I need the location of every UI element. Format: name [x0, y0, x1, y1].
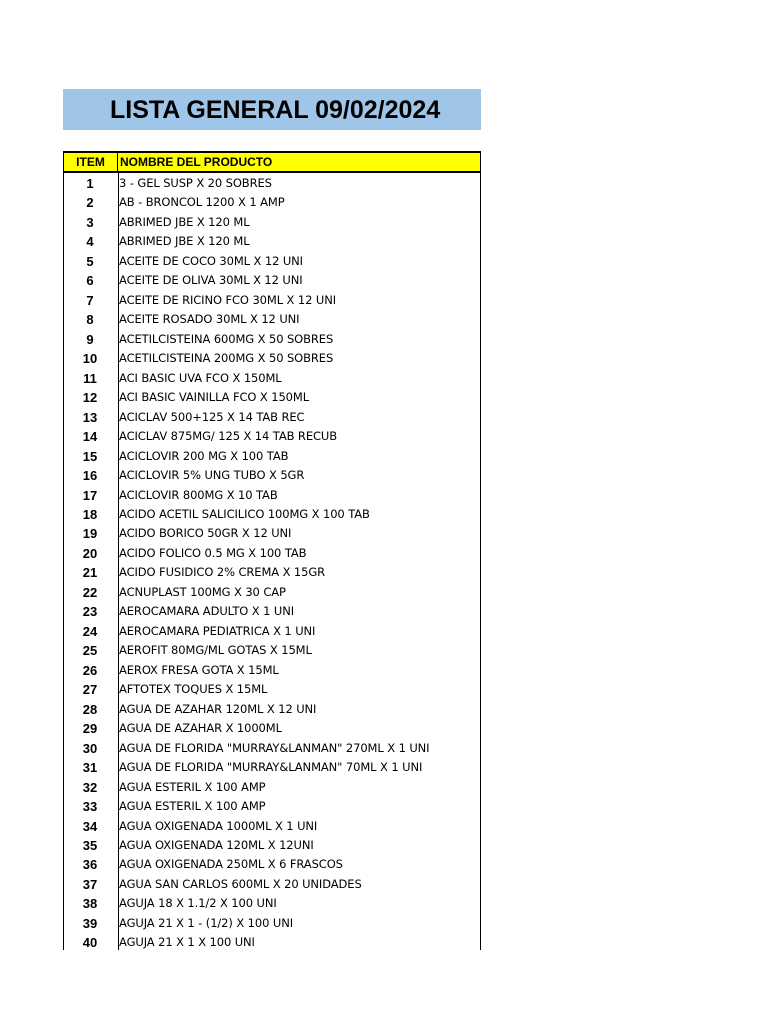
product-name: AFTOTEX TOQUES X 15ML — [119, 682, 268, 697]
product-name: AEROFIT 80MG/ML GOTAS X 15ML — [119, 643, 312, 658]
product-name: AGUA OXIGENADA 250ML X 6 FRASCOS — [119, 857, 343, 872]
product-name: ACICLOVIR 800MG X 10 TAB — [119, 487, 278, 502]
item-number: 5 — [86, 253, 94, 269]
table-row — [63, 622, 481, 642]
item-number: 24 — [82, 623, 98, 639]
table-row — [63, 914, 481, 934]
product-name: ACEITE DE OLIVA 30ML X 12 UNI — [119, 273, 303, 288]
product-name: ACEITE DE COCO 30ML X 12 UNI — [119, 253, 303, 268]
item-number: 23 — [82, 604, 98, 620]
item-number: 14 — [82, 429, 98, 445]
table-row — [63, 369, 481, 389]
product-name: ABRIMED JBE X 120 ML — [119, 214, 250, 229]
product-name: ACIDO FUSIDICO 2% CREMA X 15GR — [119, 565, 326, 580]
table-row — [63, 330, 481, 350]
product-name: AGUA OXIGENADA 1000ML X 1 UNI — [119, 818, 318, 833]
item-number: 19 — [82, 526, 98, 542]
item-number: 37 — [82, 876, 98, 892]
table-row — [63, 894, 481, 914]
product-name: ACETILCISTEINA 600MG X 50 SOBRES — [119, 331, 334, 346]
product-name: ACNUPLAST 100MG X 30 CAP — [119, 584, 286, 599]
table-row — [63, 486, 481, 506]
product-name: ACICLOVIR 200 MG X 100 TAB — [119, 448, 289, 463]
item-number: 29 — [82, 721, 98, 737]
product-name: AEROCAMARA ADULTO X 1 UNI — [119, 604, 295, 619]
table-row — [63, 778, 481, 798]
table-row — [63, 855, 481, 875]
table-row — [63, 544, 481, 564]
table-row — [63, 349, 481, 369]
column-header-name: NOMBRE DEL PRODUCTO — [120, 155, 273, 169]
product-name: AGUJA 18 X 1.1/2 X 100 UNI — [119, 896, 277, 911]
table-row — [63, 739, 481, 759]
item-number: 7 — [86, 292, 94, 308]
table-row — [63, 641, 481, 661]
table-row — [63, 271, 481, 291]
table-row — [63, 427, 481, 447]
table-row — [63, 232, 481, 252]
product-name: ABRIMED JBE X 120 ML — [119, 234, 250, 249]
product-name: ACICLAV 875MG/ 125 X 14 TAB RECUB — [119, 429, 338, 444]
table-row — [63, 213, 481, 233]
product-name: AGUJA 21 X 1 - (1/2) X 100 UNI — [119, 915, 293, 930]
product-name: AGUA OXIGENADA 120ML X 12UNI — [119, 837, 314, 852]
page-title: LISTA GENERAL 09/02/2024 — [110, 96, 441, 124]
item-number: 4 — [86, 234, 94, 250]
item-number: 2 — [86, 195, 94, 211]
table-row — [63, 291, 481, 311]
item-number: 31 — [82, 760, 98, 776]
table-row — [63, 836, 481, 856]
product-name: ACETILCISTEINA 200MG X 50 SOBRES — [119, 351, 334, 366]
item-number: 15 — [82, 448, 98, 464]
item-number: 9 — [86, 331, 94, 347]
table-row — [63, 797, 481, 817]
product-name: ACICLAV 500+125 X 14 TAB REC — [119, 409, 305, 424]
table-row — [63, 602, 481, 622]
table-row — [63, 524, 481, 544]
product-name: ACIDO ACETIL SALICILICO 100MG X 100 TAB — [119, 506, 370, 521]
item-number: 16 — [82, 468, 98, 484]
item-number: 30 — [82, 740, 98, 756]
product-name: ACICLOVIR 5% UNG TUBO X 5GR — [119, 468, 305, 483]
product-name: AGUA ESTERIL X 100 AMP — [119, 779, 266, 794]
item-number: 39 — [82, 915, 98, 931]
product-name: AGUA SAN CARLOS 600ML X 20 UNIDADES — [119, 876, 362, 891]
item-number: 25 — [82, 643, 98, 659]
item-number: 21 — [82, 565, 98, 581]
product-name: ACIDO BORICO 50GR X 12 UNI — [119, 526, 292, 541]
item-number: 20 — [82, 545, 98, 561]
product-name: AEROCAMARA PEDIATRICA X 1 UNI — [119, 623, 316, 638]
table-row — [63, 310, 481, 330]
table-row — [63, 700, 481, 720]
item-number: 32 — [82, 779, 98, 795]
item-number: 17 — [82, 487, 98, 503]
item-number: 8 — [86, 312, 94, 328]
table-row — [63, 252, 481, 272]
item-number: 3 — [86, 214, 94, 230]
table-row — [63, 447, 481, 467]
item-number: 40 — [82, 935, 98, 951]
table-row — [63, 933, 481, 953]
table-row — [63, 466, 481, 486]
product-name: AGUA DE AZAHAR X 1000ML — [119, 721, 282, 736]
item-number: 18 — [82, 506, 98, 522]
product-name: AGUA DE FLORIDA "MURRAY&LANMAN" 270ML X 1 UNI — [119, 740, 430, 755]
product-name: 3 - GEL SUSP X 20 SOBRES — [119, 176, 272, 190]
item-number: 33 — [82, 799, 98, 815]
product-name: ACEITE ROSADO 30ML X 12 UNI — [119, 312, 300, 327]
item-number: 1 — [86, 176, 94, 191]
item-number: 34 — [82, 818, 98, 834]
table-row — [63, 758, 481, 778]
table-row — [63, 680, 481, 700]
product-name: AGUA DE FLORIDA "MURRAY&LANMAN" 70ML X 1 UNI — [119, 760, 423, 775]
item-number: 10 — [82, 351, 98, 367]
item-number: 6 — [86, 273, 94, 289]
item-number: 13 — [82, 409, 98, 425]
item-number: 35 — [82, 837, 98, 853]
product-name: AEROX FRESA GOTA X 15ML — [119, 662, 279, 677]
table-row — [63, 388, 481, 408]
table-row — [63, 408, 481, 428]
table-row — [63, 875, 481, 895]
item-number: 38 — [82, 896, 98, 912]
product-name: ACIDO FOLICO 0.5 MG X 100 TAB — [119, 545, 307, 560]
table-row — [63, 817, 481, 837]
item-number: 11 — [83, 370, 97, 386]
product-name: AGUA DE AZAHAR 120ML X 12 UNI — [119, 701, 317, 716]
item-number: 26 — [82, 662, 98, 678]
product-name: AGUJA 21 X 1 X 100 UNI — [119, 935, 255, 950]
item-number: 12 — [82, 390, 98, 406]
product-name: ACI BASIC VAINILLA FCO X 150ML — [119, 390, 310, 405]
table-row — [63, 719, 481, 739]
item-number: 22 — [82, 584, 98, 600]
table-row — [63, 661, 481, 681]
item-number: 27 — [82, 682, 98, 698]
item-number: 36 — [82, 857, 98, 873]
product-name: AGUA ESTERIL X 100 AMP — [119, 799, 266, 814]
table-header — [64, 151, 480, 173]
product-name: ACI BASIC UVA FCO X 150ML — [119, 370, 282, 385]
table-row — [63, 505, 481, 525]
table-row — [63, 193, 481, 213]
table-row — [63, 174, 481, 194]
column-header-item: ITEM — [64, 153, 118, 171]
product-name: ACEITE DE RICINO FCO 30ML X 12 UNI — [119, 292, 336, 307]
table-row — [63, 563, 481, 583]
item-number: 28 — [82, 701, 98, 717]
table-row — [63, 583, 481, 603]
title-band — [63, 89, 481, 130]
product-name: AB - BRONCOL 1200 X 1 AMP — [119, 195, 285, 210]
